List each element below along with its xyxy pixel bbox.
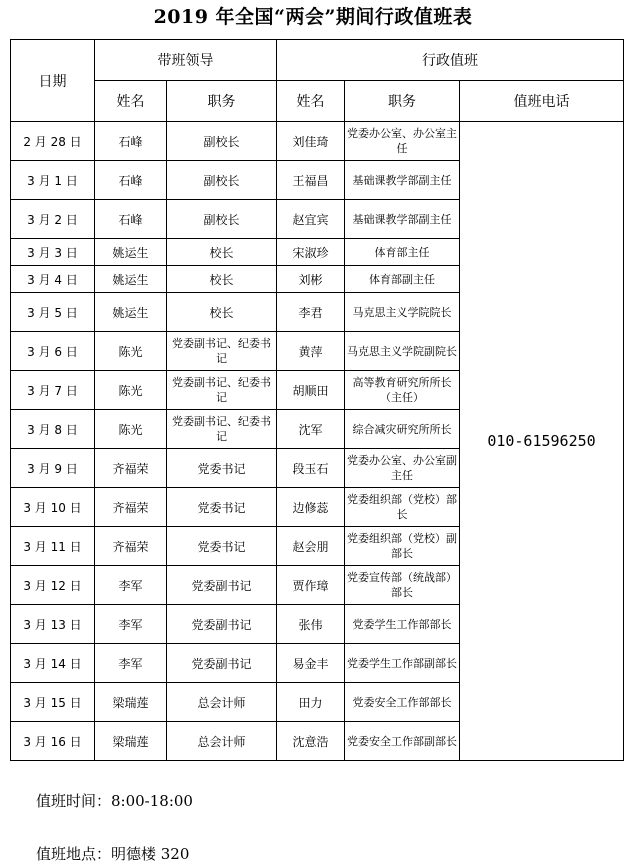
admin-position-cell: 体育部主任 — [345, 239, 460, 266]
leader-name-cell: 石峰 — [95, 122, 167, 161]
header-leader-position: 职务 — [167, 81, 277, 122]
date-cell: 3 月 7 日 — [11, 371, 95, 410]
table-row — [11, 122, 624, 161]
leader-position-cell: 总会计师 — [167, 683, 277, 722]
leader-name-cell: 梁瑞莲 — [95, 722, 167, 761]
leader-position-cell: 副校长 — [167, 161, 277, 200]
admin-name-cell: 赵会朋 — [277, 527, 345, 566]
leader-position-cell: 党委副书记、纪委书记 — [167, 410, 277, 449]
date-cell: 3 月 10 日 — [11, 488, 95, 527]
admin-name-cell: 赵宜宾 — [277, 200, 345, 239]
admin-position-cell: 党委学生工作部副部长 — [345, 644, 460, 683]
leader-name-cell: 梁瑞莲 — [95, 683, 167, 722]
date-cell: 3 月 16 日 — [11, 722, 95, 761]
leader-name-cell: 陈光 — [95, 410, 167, 449]
leader-position-cell: 党委副书记、纪委书记 — [167, 371, 277, 410]
admin-name-cell: 张伟 — [277, 605, 345, 644]
admin-name-cell: 黄萍 — [277, 332, 345, 371]
leader-name-cell: 齐福荣 — [95, 449, 167, 488]
admin-name-cell: 易金丰 — [277, 644, 345, 683]
leader-position-cell: 党委副书记 — [167, 566, 277, 605]
date-cell: 3 月 9 日 — [11, 449, 95, 488]
admin-name-cell: 田力 — [277, 683, 345, 722]
leader-position-cell: 党委副书记 — [167, 605, 277, 644]
date-cell: 3 月 13 日 — [11, 605, 95, 644]
admin-position-cell: 高等教育研究所所长（主任） — [345, 371, 460, 410]
admin-name-cell: 宋淑珍 — [277, 239, 345, 266]
admin-position-cell: 体育部副主任 — [345, 266, 460, 293]
header-admin-position: 职务 — [345, 81, 460, 122]
leader-position-cell: 党委书记 — [167, 488, 277, 527]
admin-name-cell: 王福昌 — [277, 161, 345, 200]
admin-position-cell: 党委组织部（党校）部长 — [345, 488, 460, 527]
admin-position-cell: 党委宣传部（统战部）部长 — [345, 566, 460, 605]
admin-name-cell: 刘佳琦 — [277, 122, 345, 161]
admin-position-cell: 综合减灾研究所所长 — [345, 410, 460, 449]
leader-position-cell: 副校长 — [167, 200, 277, 239]
admin-name-cell: 胡顺田 — [277, 371, 345, 410]
admin-name-cell: 刘彬 — [277, 266, 345, 293]
table-body — [11, 122, 624, 761]
admin-position-cell: 党委办公室、办公室副主任 — [345, 449, 460, 488]
header-leader-group: 带班领导 — [95, 40, 277, 81]
date-cell: 3 月 4 日 — [11, 266, 95, 293]
leader-name-cell: 李军 — [95, 644, 167, 683]
header-admin-group: 行政值班 — [277, 40, 624, 81]
duty-table — [10, 39, 624, 761]
admin-name-cell: 李君 — [277, 293, 345, 332]
date-cell: 3 月 11 日 — [11, 527, 95, 566]
date-cell: 3 月 14 日 — [11, 644, 95, 683]
header-date: 日期 — [11, 40, 95, 122]
date-cell: 2 月 28 日 — [11, 122, 95, 161]
admin-position-cell: 党委办公室、办公室主任 — [345, 122, 460, 161]
duty-time: 值班时间：8:00-18:00 — [36, 792, 193, 810]
admin-position-cell: 马克思主义学院副院长 — [345, 332, 460, 371]
admin-name-cell: 沈意浩 — [277, 722, 345, 761]
leader-position-cell: 校长 — [167, 266, 277, 293]
leader-name-cell: 齐福荣 — [95, 527, 167, 566]
leader-name-cell: 石峰 — [95, 161, 167, 200]
date-cell: 3 月 15 日 — [11, 683, 95, 722]
date-cell: 3 月 5 日 — [11, 293, 95, 332]
leader-name-cell: 石峰 — [95, 200, 167, 239]
date-cell: 3 月 2 日 — [11, 200, 95, 239]
header-row-columns — [11, 81, 624, 122]
leader-position-cell: 党委书记 — [167, 527, 277, 566]
date-cell: 3 月 12 日 — [11, 566, 95, 605]
header-leader-name: 姓名 — [95, 81, 167, 122]
leader-position-cell: 校长 — [167, 239, 277, 266]
date-cell: 3 月 6 日 — [11, 332, 95, 371]
header-phone: 值班电话 — [460, 81, 624, 122]
leader-position-cell: 党委副书记、纪委书记 — [167, 332, 277, 371]
leader-name-cell: 姚运生 — [95, 293, 167, 332]
admin-position-cell: 党委安全工作部部长 — [345, 683, 460, 722]
admin-name-cell: 边修蕊 — [277, 488, 345, 527]
date-cell: 3 月 1 日 — [11, 161, 95, 200]
leader-name-cell: 姚运生 — [95, 239, 167, 266]
leader-position-cell: 校长 — [167, 293, 277, 332]
phone-cell: 010-61596250 — [460, 122, 624, 761]
duty-location: 值班地点：明德楼 320 — [36, 845, 190, 863]
page-title: 2019 年全国“两会”期间行政值班表 — [153, 6, 473, 28]
leader-name-cell: 李军 — [95, 605, 167, 644]
admin-position-cell: 党委安全工作部副部长 — [345, 722, 460, 761]
leader-name-cell: 陈光 — [95, 332, 167, 371]
admin-position-cell: 基础课教学部副主任 — [345, 200, 460, 239]
admin-name-cell: 段玉石 — [277, 449, 345, 488]
leader-name-cell: 李军 — [95, 566, 167, 605]
admin-name-cell: 沈军 — [277, 410, 345, 449]
admin-position-cell: 马克思主义学院院长 — [345, 293, 460, 332]
leader-name-cell: 齐福荣 — [95, 488, 167, 527]
admin-position-cell: 党委组织部（党校）副部长 — [345, 527, 460, 566]
leader-name-cell: 姚运生 — [95, 266, 167, 293]
header-admin-name: 姓名 — [277, 81, 345, 122]
admin-position-cell: 党委学生工作部部长 — [345, 605, 460, 644]
leader-position-cell: 党委副书记 — [167, 644, 277, 683]
admin-name-cell: 贾作璋 — [277, 566, 345, 605]
leader-position-cell: 总会计师 — [167, 722, 277, 761]
leader-position-cell: 副校长 — [167, 122, 277, 161]
leader-name-cell: 陈光 — [95, 371, 167, 410]
leader-position-cell: 党委书记 — [167, 449, 277, 488]
date-cell: 3 月 8 日 — [11, 410, 95, 449]
header-row-group — [11, 40, 624, 81]
admin-position-cell: 基础课教学部副主任 — [345, 161, 460, 200]
date-cell: 3 月 3 日 — [11, 239, 95, 266]
